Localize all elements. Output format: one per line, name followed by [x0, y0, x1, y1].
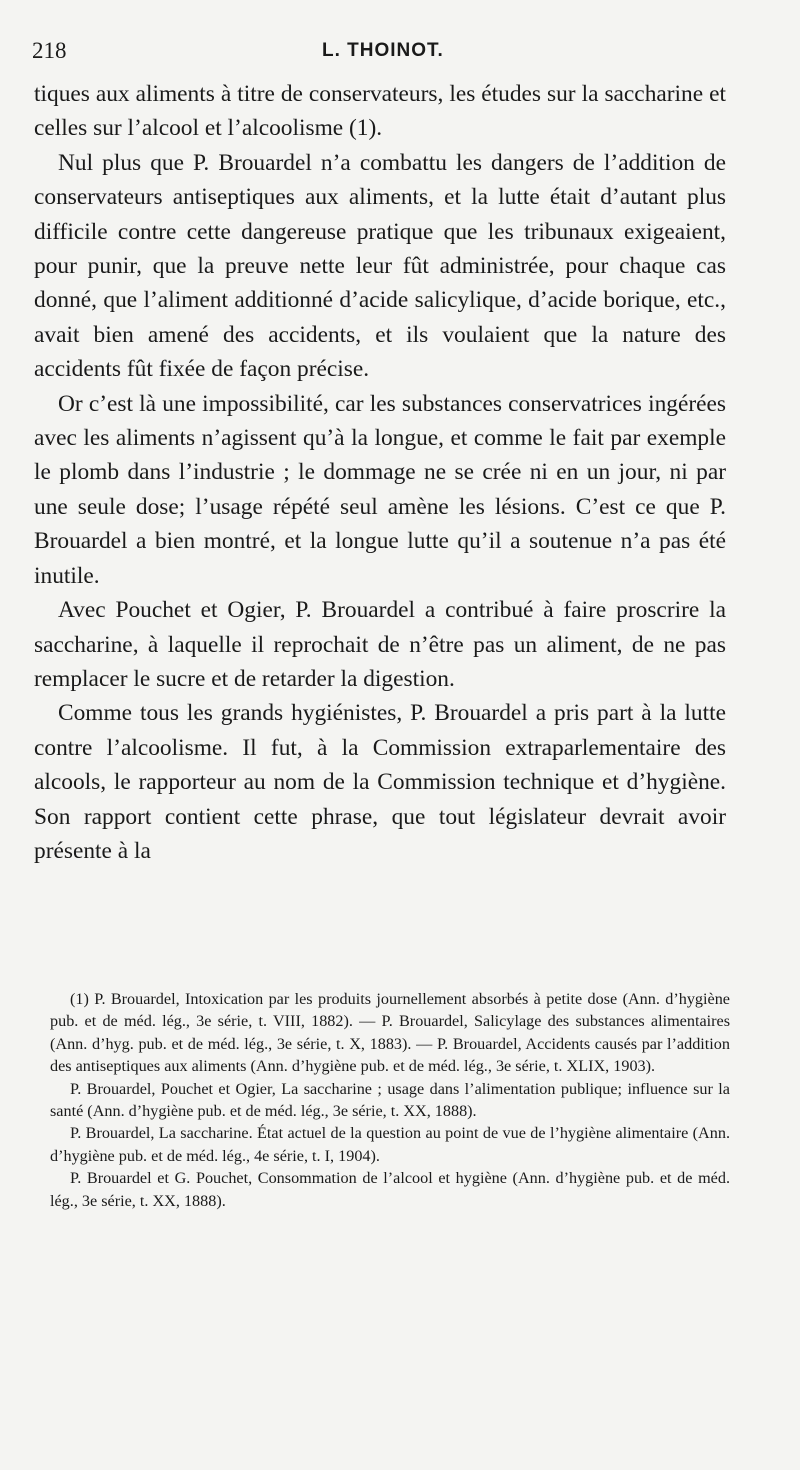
- paragraph: Nul plus que P. Brouardel n’a combattu les dangers de l’addition de conservateurs antiseptiques aux aliments, et la lutte était d’autant plus difficile contre cette dangereuse pratique que les tribunaux exigeaient, pour punir, que la preuve nette leur fût administrée, pour chaque cas donné, que l’aliment additionné d’acide salicylique, d’acide borique, etc., avait bien amené des accidents, et ils voulaient que la nature des accidents fût fixée de façon précise.: [34, 149, 726, 383]
- paragraph-continued: tiques aux aliments à titre de conservateurs, les études sur la saccharine et celles sur l’alcool et l’alcoolisme (1).: [34, 81, 726, 142]
- page-number: 218: [32, 38, 67, 63]
- footnote: (1) P. Brouardel, Intoxication par les produits journellement absorbés à petite dose (Ann. d’hygiène pub. et de méd. lég., 3e série, t. VIII, 1882). — P. Brouardel, Salicylage des substances alimentaires (Ann. d’hyg. pub. et de méd. lég., 3e série, t. X, 1883). — P. Brouardel, Accidents causés par l’addition des antiseptiques aux aliments (Ann. d’hygiène pub. et de méd. lég., 3e série, t. XLIX, 1903).: [50, 990, 730, 1076]
- body-text: [34, 77, 726, 868]
- running-head: L. THOINOT.: [322, 40, 444, 61]
- footnote: P. Brouardel et G. Pouchet, Consommation de l’alcool et hygiène (Ann. d’hygiène pub. et de méd. lég., 3e série, t. XX, 1888).: [50, 1169, 730, 1210]
- paragraph: Or c’est là une impossibilité, car les substances conservatrices ingérées avec les aliments n’agissent qu’à la longue, et comme le fait par exemple le plomb dans l’industrie ; le dommage ne se crée ni en un jour, ni par une seule dose; l’usage répété seul amène les lésions. C’est ce que P. Brouardel a bien montré, et la longue lutte qu’il a soutenue n’a pas été inutile.: [34, 390, 726, 589]
- footnote: P. Brouardel, Pouchet et Ogier, La saccharine ; usage dans l’alimentation publique; influence sur la santé (Ann. d’hygiène pub. et de méd. lég., 3e série, t. XX, 1888).: [50, 1079, 730, 1121]
- paragraph: Comme tous les grands hygiénistes, P. Brouardel a pris part à la lutte contre l’alcoolisme. Il fut, à la Commission extraparlementaire des alcools, le rapporteur au nom de la Commission technique et d’hygiène. Son rapport contient cette phrase, que tout législateur devrait avoir présente à la: [34, 700, 726, 864]
- paragraph: Avec Pouchet et Ogier, P. Brouardel a contribué à faire proscrire la saccharine, à laquelle il reprochait de n’être pas un aliment, de ne pas remplacer le sucre et de retarder la digestion.: [34, 597, 726, 692]
- page-header: [32, 38, 730, 72]
- footnotes: [50, 988, 730, 1212]
- footnote: P. Brouardel, La saccharine. État actuel de la question au point de vue de l’hygiène alimentaire (Ann. d’hygiène pub. et de méd. lég., 4e série, t. I, 1904).: [50, 1124, 730, 1165]
